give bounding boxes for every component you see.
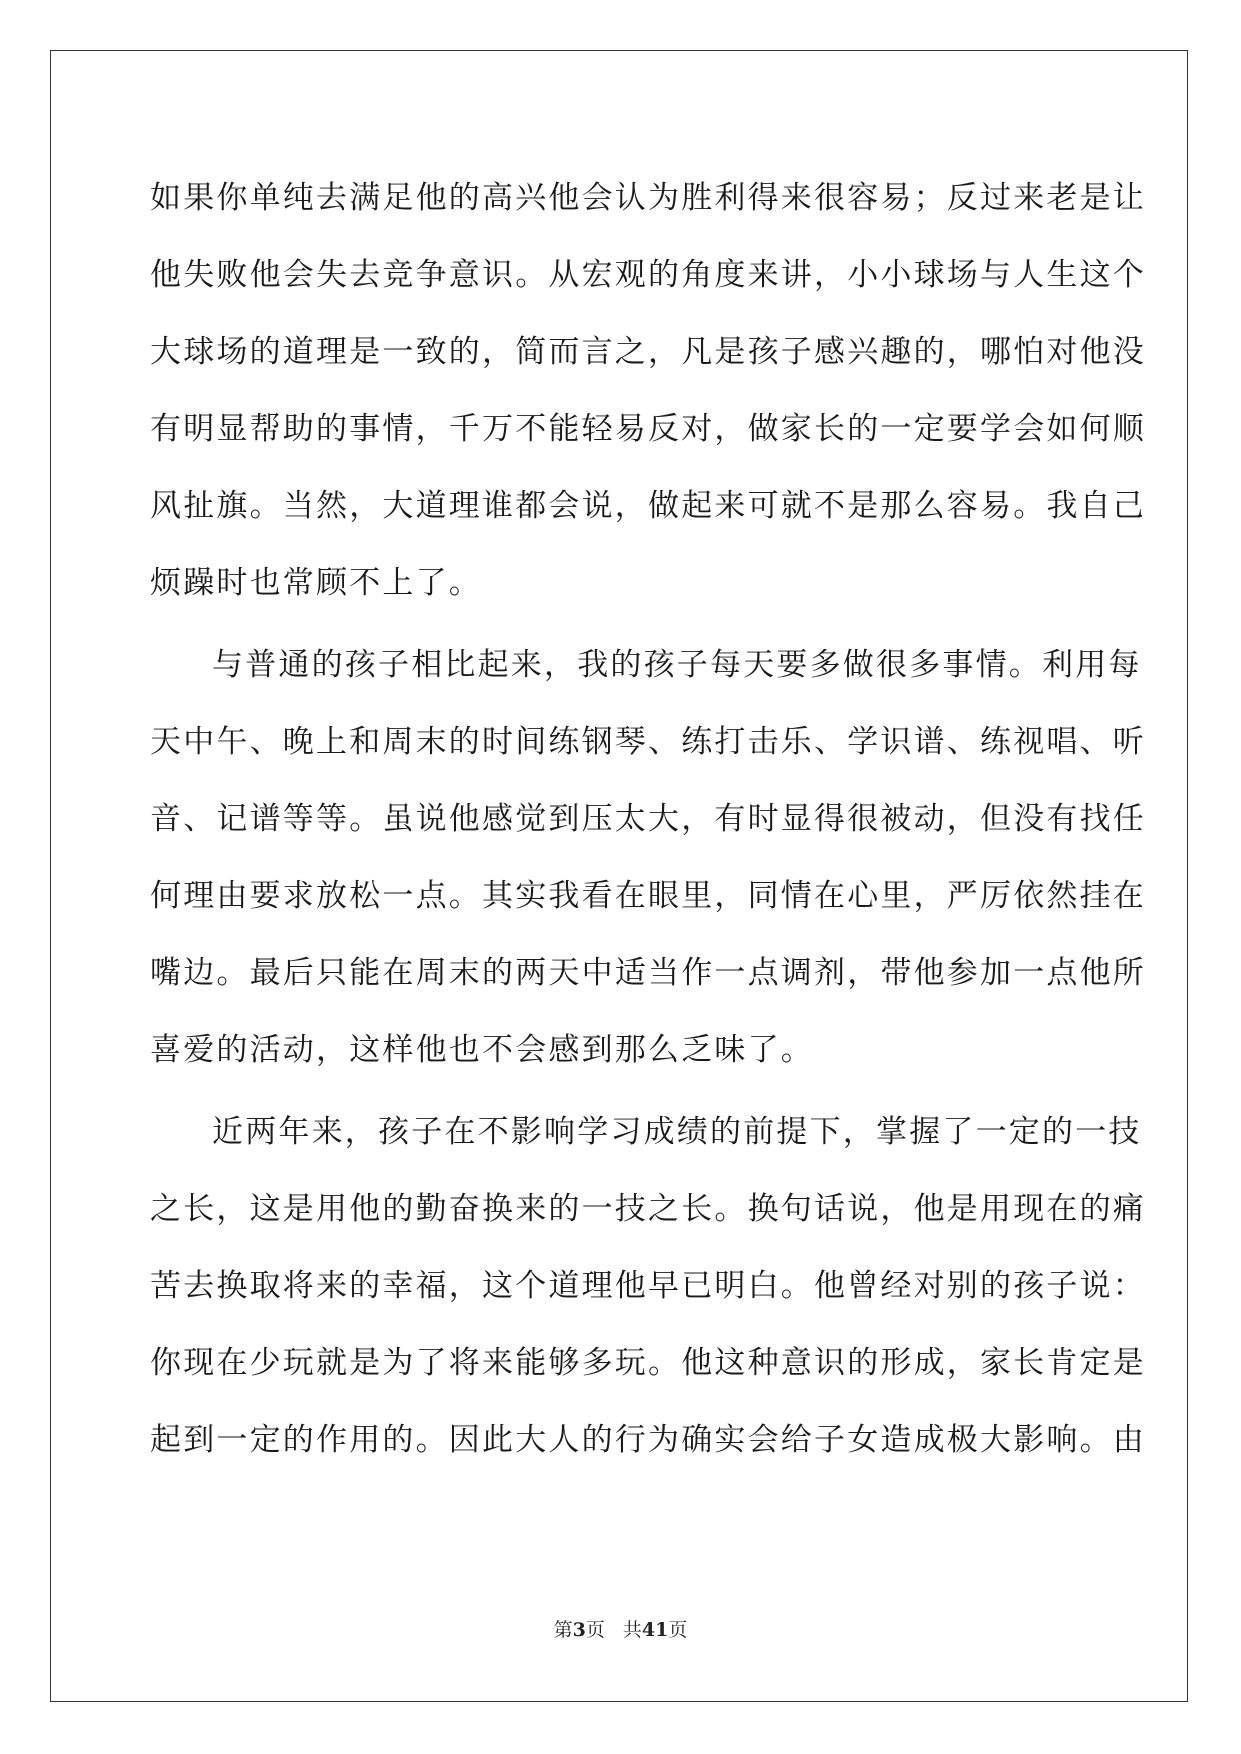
- page-prefix: 第: [553, 1619, 573, 1641]
- paragraph-line: 近两年来，孩子在不影响学习成绩的前提下，掌握了一定的一技: [212, 1114, 1142, 1150]
- page-footer: [0, 1615, 1241, 1642]
- paragraph-line: 音、记谱等等。虽说他感觉到压太大，有时显得很被动，但没有找任: [150, 801, 1146, 837]
- paragraph-line: 喜爱的活动，这样他也不会感到那么乏味了。: [150, 1032, 814, 1068]
- document-body: [150, 160, 1146, 1479]
- paragraph-line: 天中午、晚上和周末的时间练钢琴、练打击乐、学识谱、练视唱、听: [150, 724, 1146, 760]
- paragraph-line: 何理由要求放松一点。其实我看在眼里，同情在心里，严厉依然挂在: [150, 878, 1146, 914]
- total-pages: 41: [641, 1619, 669, 1641]
- paragraph-line: 苦去换取将来的幸福，这个道理他早已明白。他曾经对别的孩子说：: [150, 1268, 1146, 1304]
- paragraph-line: 起到一定的作用的。因此大人的行为确实会给子女造成极大影响。由: [150, 1422, 1146, 1458]
- paragraph-line: 烦躁时也常顾不上了。: [150, 565, 482, 601]
- paragraph-line: 大球场的道理是一致的，简而言之，凡是孩子感兴趣的，哪怕对他没: [150, 334, 1146, 370]
- paragraph-line: 有明显帮助的事情，千万不能轻易反对，做家长的一定要学会如何顺: [150, 411, 1146, 447]
- page-number: 3: [572, 1619, 586, 1641]
- paragraph-line: 如果你单纯去满足他的高兴他会认为胜利得来很容易；反过来老是让: [150, 180, 1146, 216]
- paragraph-line: 嘴边。最后只能在周末的两天中适当作一点调剂，带他参加一点他所: [150, 955, 1146, 991]
- paragraph-line: 你现在少玩就是为了将来能够多玩。他这种意识的形成，家长肯定是: [150, 1345, 1146, 1381]
- paragraph-line: 他失败他会失去竞争意识。从宏观的角度来讲，小小球场与人生这个: [150, 257, 1146, 293]
- paragraph-line: 风扯旗。当然，大道理谁都会说，做起来可就不是那么容易。我自己: [150, 488, 1146, 524]
- page-suffix: 页: [585, 1619, 605, 1641]
- paragraph-line: 之长，这是用他的勤奋换来的一技之长。换句话说，他是用现在的痛: [150, 1191, 1146, 1227]
- paragraph-line: 与普通的孩子相比起来，我的孩子每天要多做很多事情。利用每: [212, 647, 1142, 683]
- total-suffix: 页: [668, 1619, 688, 1641]
- total-prefix: 共: [622, 1619, 642, 1641]
